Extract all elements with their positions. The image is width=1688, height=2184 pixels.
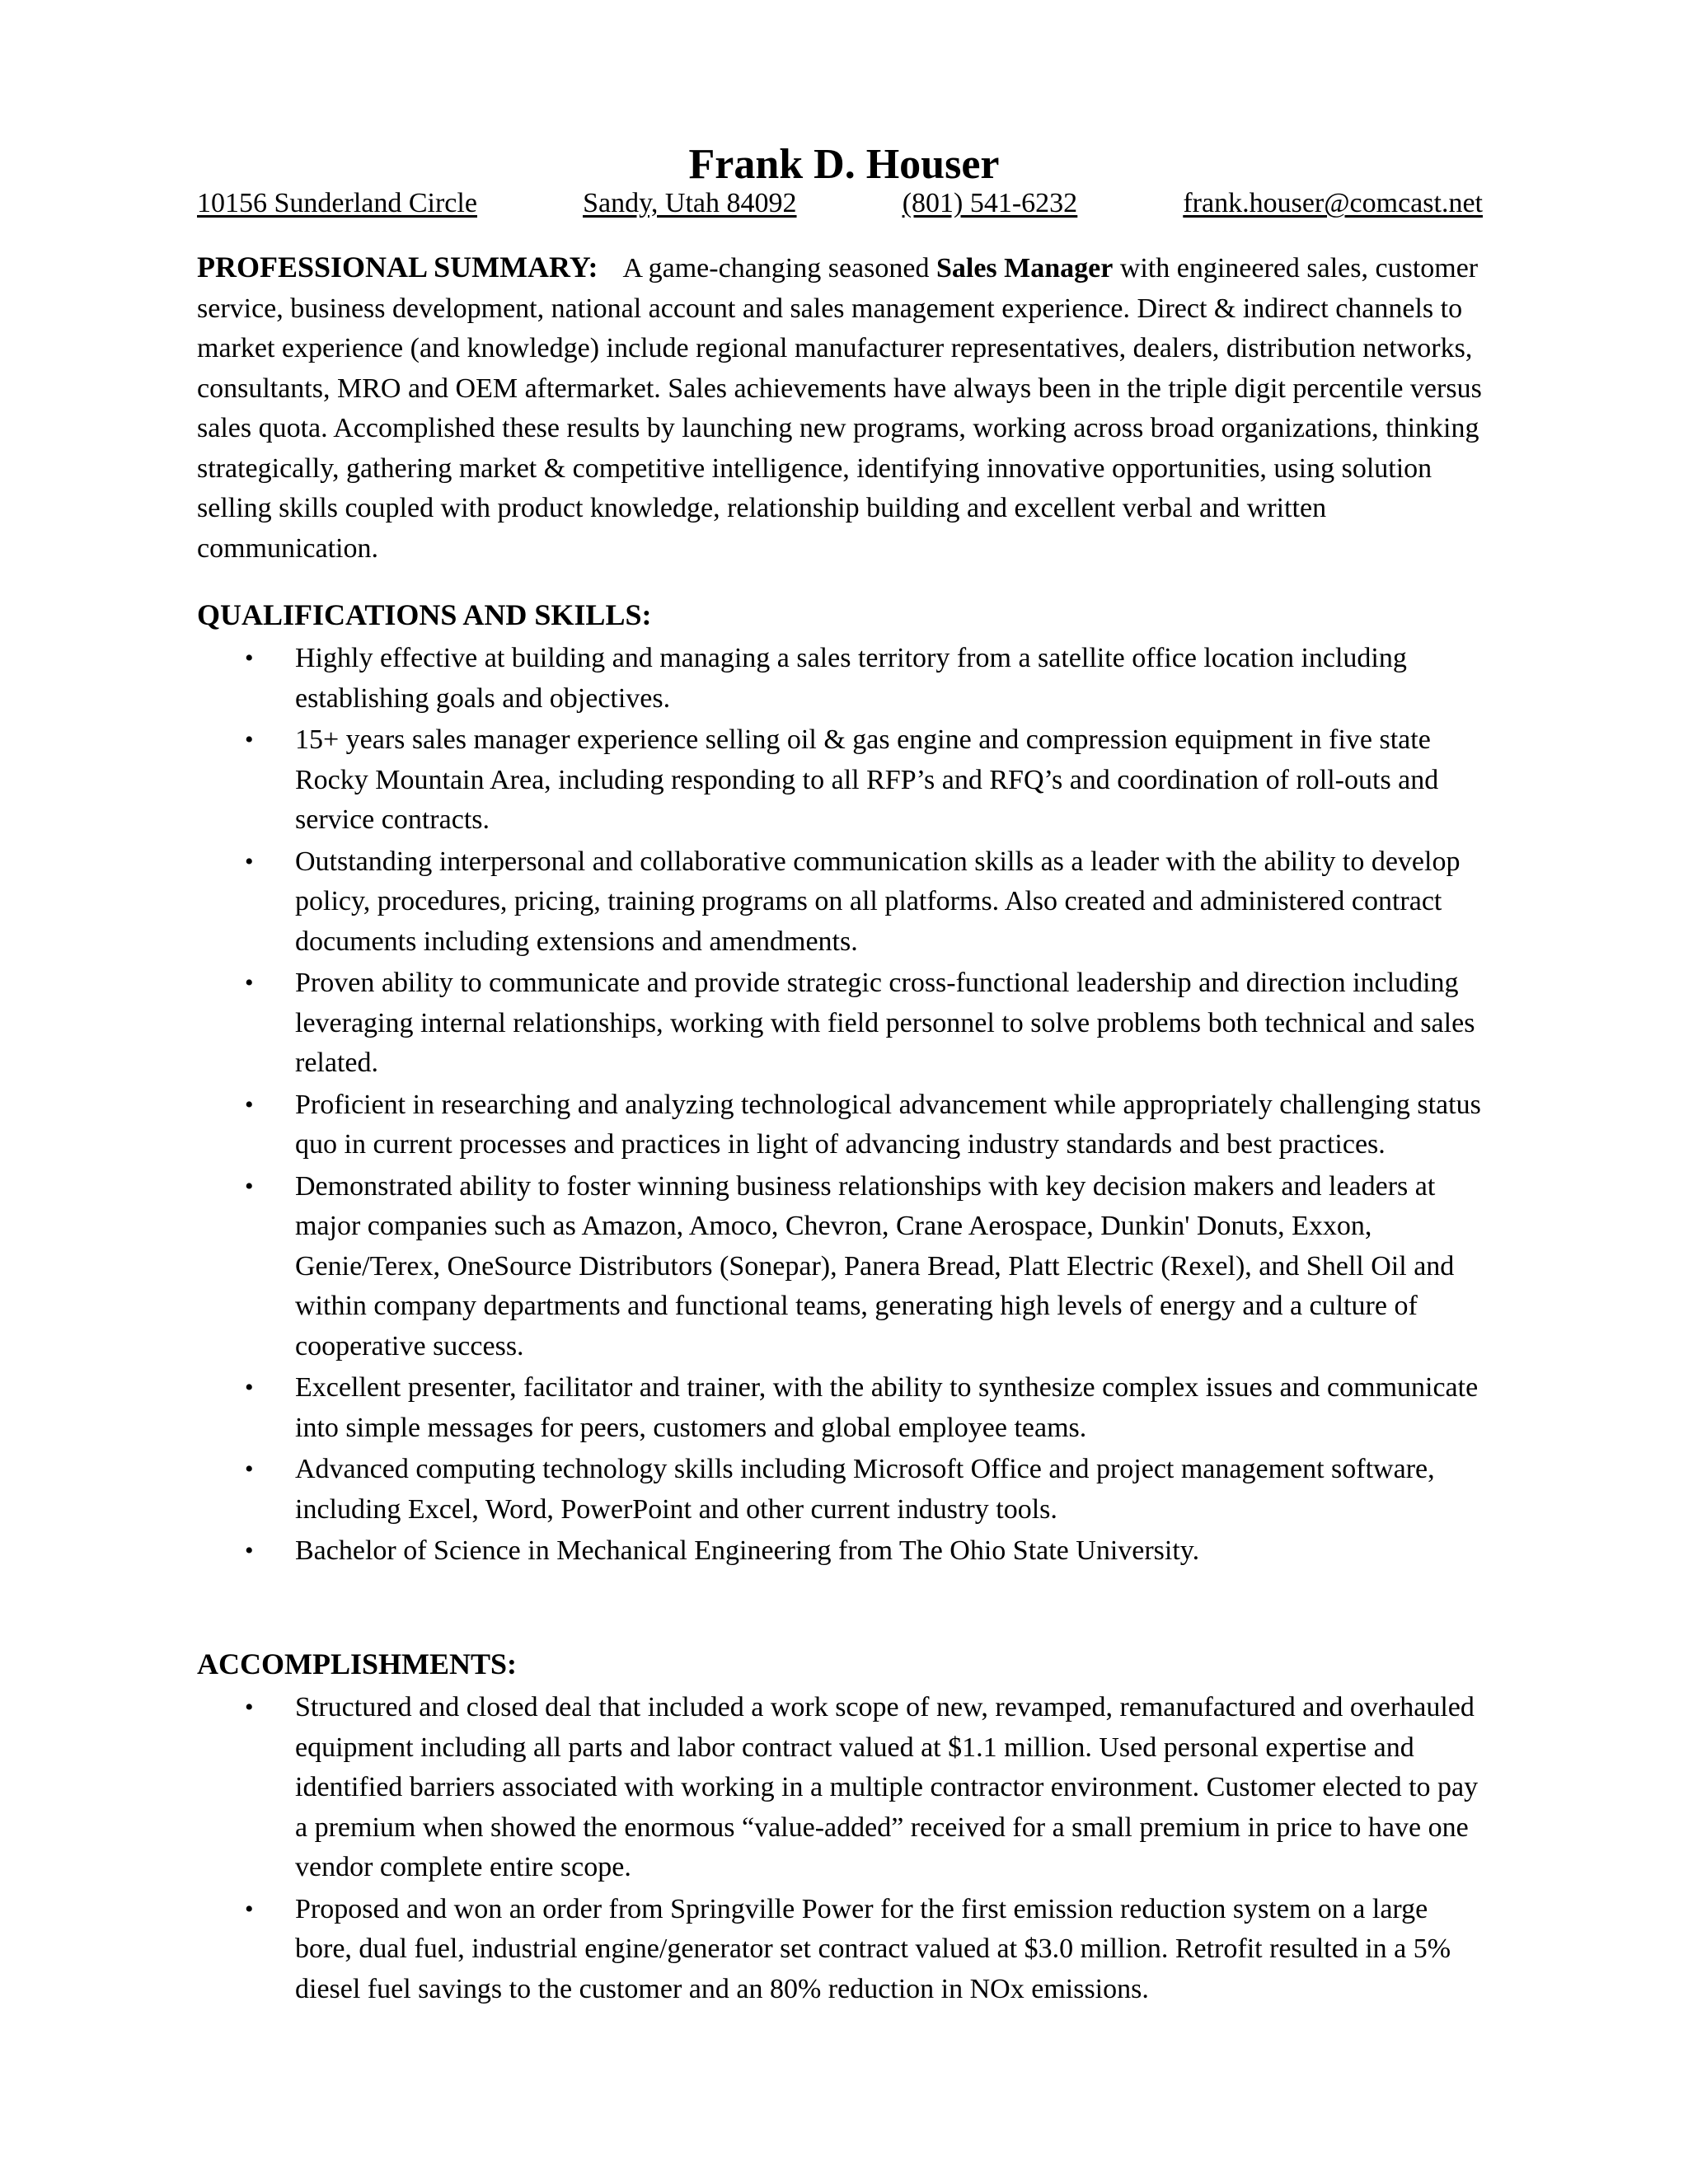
accomplishments-heading: ACCOMPLISHMENTS: — [197, 1647, 518, 1680]
qualification-item: • Highly effective at building and managing a sales territory from a satellite office location including establishing goals and objectives. — [197, 639, 1491, 719]
bullet-icon: • — [245, 1374, 254, 1401]
bullet-icon: • — [245, 1694, 254, 1721]
qualification-item: • Proven ability to communicate and provide strategic cross-functional leadership and direction including leveraging internal relationships, working with field personnel to solve problems both technical and sales related. — [197, 963, 1491, 1084]
summary-text-rest: with engineered sales, customer service, business development, national account and sales management experience. Direct & indirect channels to market experience (and knowledge) include regional manufacturer representatives, dealers, distribution networks, consultants, MRO and OEM aftermarket. Sales achievements have always been in the triple digit percentile versus sales quota. Accomplished these results by launching new programs, working across broad organizations, thinking strategically, gathering market & competitive intelligence, identifying innovative opportunities, using solution selling skills coupled with product knowledge, relationship building and excellent verbal and written communication. — [197, 253, 1482, 564]
bullet-icon: • — [245, 969, 254, 996]
bullet-icon: • — [245, 726, 254, 753]
accomplishments-list — [197, 1688, 1491, 2011]
bullet-icon: • — [245, 1172, 254, 1200]
bullet-icon: • — [245, 847, 254, 875]
bullet-icon: • — [245, 644, 254, 672]
summary-text-start: A game-changing seasoned — [622, 253, 936, 284]
candidate-name: Frank D. Houser — [688, 141, 1000, 188]
professional-summary — [197, 247, 1491, 569]
address: 10156 Sunderland Circle — [197, 188, 477, 218]
summary-bold-role: Sales Manager — [935, 253, 1114, 284]
email-address: frank.houser@comcast.net — [1183, 188, 1483, 218]
bullet-icon: • — [245, 1537, 254, 1564]
phone-number: (801) 541-6232 — [902, 188, 1078, 218]
qualification-item: • Outstanding interpersonal and collaborative communication skills as a leader with the ability to develop policy, procedures, pricing, training programs on all platforms. Also created and administered contract documents including extensions and amendments. — [197, 842, 1491, 963]
qualifications-heading: QUALIFICATIONS AND SKILLS: — [197, 598, 652, 631]
qualification-item: • Demonstrated ability to foster winning business relationships with key decision makers and leaders at major companies such as Amazon, Amoco, Chevron, Crane Aerospace, Dunkin' Donuts, Exxon, Genie/Terex, OneSource Distributors (Sonepar), Panera Bread, Platt Electric (Rexel), and Shell Oil and within company departments and functional teams, generating high levels of energy and a culture of cooperative success. — [197, 1167, 1491, 1367]
contact-line — [197, 186, 1483, 221]
qualification-item: • Proficient in researching and analyzing technological advancement while appropriately challenging status quo in current processes and practices in light of advancing industry standards and best practices. — [197, 1085, 1491, 1165]
accomplishment-item: • Structured and closed deal that included a work scope of new, revamped, remanufactured and overhauled equipment including all parts and labor contract valued at $1.1 million. Used personal expertise and identified barriers associated with working in a multiple contractor environment. Customer elected to pay a premium when showed the enormous “value-added” received for a small premium in price to have one vendor complete entire scope. — [197, 1688, 1491, 1888]
city-state-zip: Sandy, Utah 84092 — [583, 188, 797, 218]
bullet-icon: • — [245, 1455, 254, 1483]
bullet-icon: • — [245, 1090, 254, 1118]
summary-heading: PROFESSIONAL SUMMARY: — [197, 251, 598, 284]
qualification-item: • 15+ years sales manager experience selling oil & gas engine and compression equipment in five state Rocky Mountain Area, including responding to all RFP’s and RFQ’s and coordination of roll-outs and service contracts. — [197, 720, 1491, 841]
qualification-item: • Bachelor of Science in Mechanical Engineering from The Ohio State University. — [197, 1531, 1491, 1572]
bullet-icon: • — [245, 1895, 254, 1923]
accomplishment-item: • Proposed and won an order from Springville Power for the first emission reduction system on a large bore, dual fuel, industrial engine/generator set contract valued at $3.0 million. Retrofit resulted in a 5% diesel fuel savings to the customer and an 80% reduction in NOx emissions. — [197, 1890, 1491, 2010]
qualifications-list — [197, 639, 1491, 1573]
qualification-item: • Advanced computing technology skills including Microsoft Office and project management software, including Excel, Word, PowerPoint and other current industry tools. — [197, 1450, 1491, 1530]
qualification-item: • Excellent presenter, facilitator and trainer, with the ability to synthesize complex issues and communicate into simple messages for peers, customers and global employee teams. — [197, 1368, 1491, 1448]
